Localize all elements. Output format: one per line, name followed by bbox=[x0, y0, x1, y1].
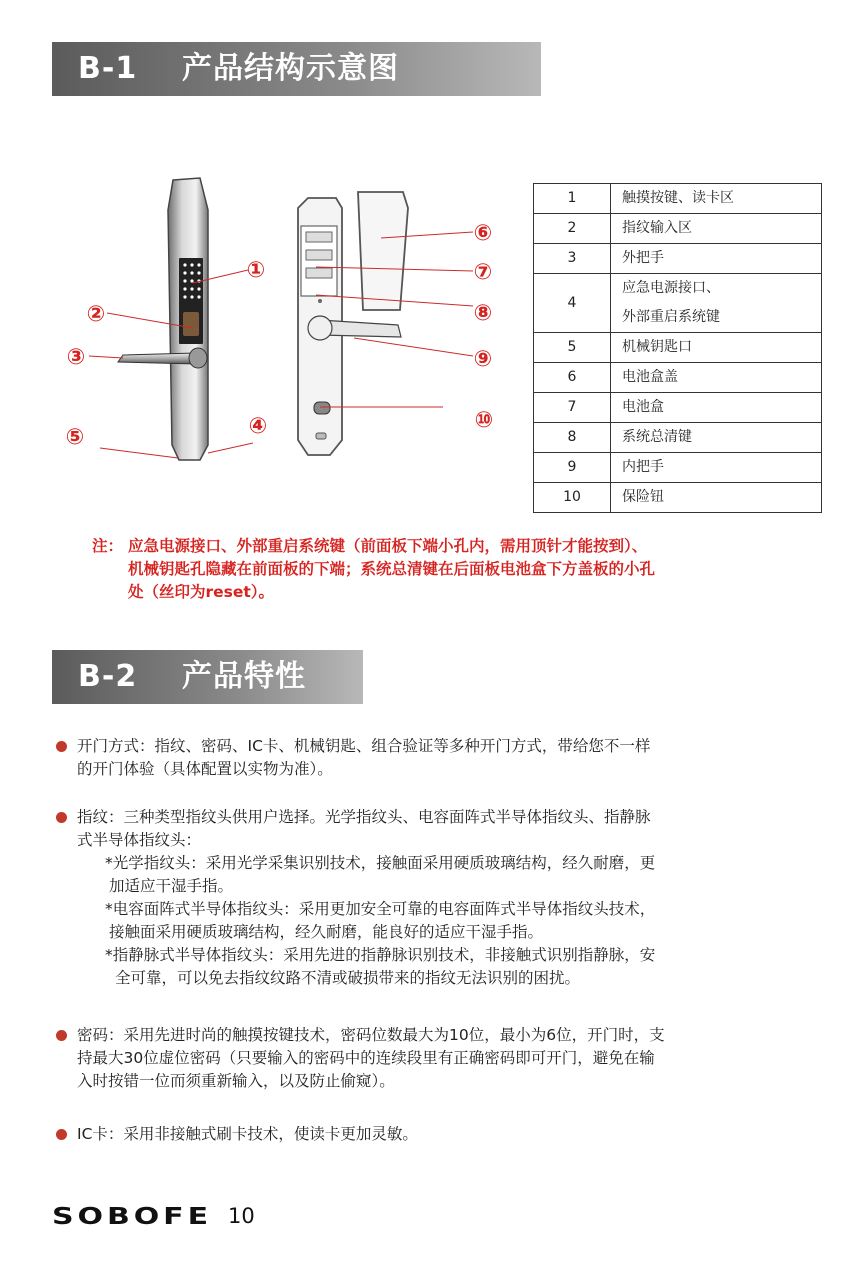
page-number: 10 bbox=[228, 1204, 255, 1228]
part-name-line: 外把手 bbox=[622, 250, 664, 266]
parts-table bbox=[533, 183, 822, 513]
part-name bbox=[611, 423, 822, 453]
note-label: 注： bbox=[92, 537, 124, 555]
bullet-icon bbox=[56, 741, 67, 752]
part-number: 6 bbox=[534, 363, 611, 393]
feature-line: 的开门体验（具体配置以实物为准）。 bbox=[77, 760, 333, 778]
feature-line: IC卡：采用非接触式刷卡技术，使读卡更加灵敏。 bbox=[77, 1125, 418, 1143]
section-title: 产品结构示意图 bbox=[182, 51, 399, 86]
table-row bbox=[534, 214, 822, 244]
part-number: 1 bbox=[534, 184, 611, 214]
part-number: 9 bbox=[534, 453, 611, 483]
part-name-line: 保险钮 bbox=[622, 489, 664, 505]
part-name-line: 触摸按键、读卡区 bbox=[622, 190, 734, 206]
part-name bbox=[611, 453, 822, 483]
callout-8: ⑧ bbox=[473, 301, 493, 326]
feature-ic-card bbox=[56, 1123, 816, 1146]
table-row bbox=[534, 453, 822, 483]
part-name bbox=[611, 184, 822, 214]
callout-2: ② bbox=[86, 302, 106, 327]
note bbox=[92, 535, 812, 604]
front-panel bbox=[118, 178, 208, 460]
part-name-line: 外部重启系统键 bbox=[622, 309, 720, 325]
section-b1-banner bbox=[52, 42, 541, 96]
note-line: 处（丝印为reset）。 bbox=[128, 583, 275, 601]
part-name bbox=[611, 214, 822, 244]
bullet-icon bbox=[56, 812, 67, 823]
callout-4: ④ bbox=[248, 414, 268, 439]
feature-line: 密码：采用先进时尚的触摸按键技术，密码位数最大为10位，最小为6位，开门时，支 bbox=[77, 1026, 665, 1044]
bullet-icon bbox=[56, 1129, 67, 1140]
section-code: B-1 bbox=[78, 51, 138, 86]
part-number: 2 bbox=[534, 214, 611, 244]
part-name-line: 系统总清键 bbox=[622, 429, 692, 445]
feature-door-opening bbox=[56, 735, 816, 781]
sub-line: 全可靠，可以免去指纹纹路不清或破损带来的指纹无法识别的困扰。 bbox=[115, 969, 581, 987]
sub-line: *指静脉式半导体指纹头：采用先进的指静脉识别技术，非接触式识别指静脉，安 bbox=[105, 946, 656, 964]
part-name-line: 应急电源接口、 bbox=[622, 280, 720, 296]
part-name bbox=[611, 274, 822, 333]
feature-line: 指纹：三种类型指纹头供用户选择。光学指纹头、电容面阵式半导体指纹头、指静脉 bbox=[77, 808, 651, 826]
callout-6: ⑥ bbox=[473, 221, 493, 246]
part-number: 5 bbox=[534, 333, 611, 363]
part-name-line: 电池盒盖 bbox=[622, 369, 678, 385]
table-row bbox=[534, 423, 822, 453]
back-panel bbox=[298, 192, 408, 455]
part-number: 3 bbox=[534, 244, 611, 274]
part-name bbox=[611, 483, 822, 513]
part-number: 10 bbox=[534, 483, 611, 513]
note-line: 机械钥匙孔隐藏在前面板的下端；系统总清键在后面板电池盒下方盖板的小孔 bbox=[128, 560, 656, 578]
section-b2-banner bbox=[52, 650, 363, 704]
feature-password bbox=[56, 1024, 816, 1093]
table-row bbox=[534, 333, 822, 363]
table-row bbox=[534, 363, 822, 393]
callout-10: ⑩ bbox=[474, 408, 494, 433]
leader-lines bbox=[86, 232, 473, 458]
part-number: 4 bbox=[534, 274, 611, 333]
note-line: 应急电源接口、外部重启系统键（前面板下端小孔内，需用顶针才能按到）、 bbox=[128, 537, 648, 555]
part-name bbox=[611, 244, 822, 274]
table-row bbox=[534, 274, 822, 333]
feature-line: 开门方式：指纹、密码、IC卡、机械钥匙、组合验证等多种开门方式，带给您不一样 bbox=[77, 737, 651, 755]
part-name bbox=[611, 363, 822, 393]
section-title: 产品特性 bbox=[182, 659, 306, 694]
part-name-line: 内把手 bbox=[622, 459, 664, 475]
part-name-line: 机械钥匙口 bbox=[622, 339, 692, 355]
table-row bbox=[534, 184, 822, 214]
brand-text: SOBOFE bbox=[52, 1204, 212, 1230]
part-number: 8 bbox=[534, 423, 611, 453]
sub-line: *光学指纹头：采用光学采集识别技术，接触面采用硬质玻璃结构，经久耐磨，更 bbox=[105, 854, 656, 872]
feature-fingerprint bbox=[56, 806, 816, 990]
table-row bbox=[534, 244, 822, 274]
part-name bbox=[611, 393, 822, 423]
part-number: 7 bbox=[534, 393, 611, 423]
section-code: B-2 bbox=[78, 659, 138, 694]
part-name-line: 电池盒 bbox=[622, 399, 664, 415]
part-name-line: 指纹输入区 bbox=[622, 220, 692, 236]
sub-line: 接触面采用硬质玻璃结构，经久耐磨，能良好的适应干湿手指。 bbox=[109, 923, 544, 941]
lock-structure-diagram bbox=[58, 170, 518, 480]
feature-line: 持最大30位虚位密码（只要输入的密码中的连续段里有正确密码即可开门，避免在输 bbox=[77, 1049, 655, 1067]
feature-line: 式半导体指纹头： bbox=[77, 831, 202, 849]
bullet-icon bbox=[56, 1030, 67, 1041]
table-row bbox=[534, 483, 822, 513]
part-name bbox=[611, 333, 822, 363]
callout-1: ① bbox=[246, 258, 266, 283]
callout-3: ③ bbox=[66, 345, 86, 370]
callout-5: ⑤ bbox=[65, 425, 85, 450]
callout-7: ⑦ bbox=[473, 260, 493, 285]
callout-9: ⑨ bbox=[473, 347, 493, 372]
sub-line: 加适应干湿手指。 bbox=[109, 877, 234, 895]
sub-line: *电容面阵式半导体指纹头：采用更加安全可靠的电容面阵式半导体指纹头技术， bbox=[105, 900, 656, 918]
feature-line: 入时按错一位而须重新输入，以及防止偷窥）。 bbox=[77, 1072, 395, 1090]
table-row bbox=[534, 393, 822, 423]
sobofe-logo bbox=[52, 1200, 217, 1230]
